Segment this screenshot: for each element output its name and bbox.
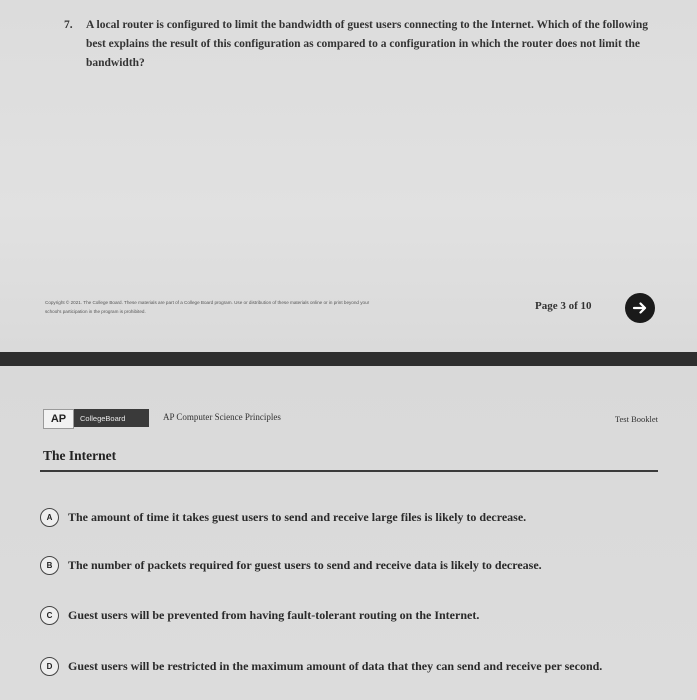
answer-option-c[interactable] [40, 604, 680, 626]
section-title: The Internet [43, 448, 117, 463]
question-text: A local router is configured to limit the bandwidth of guest users connecting to the Internet. Which of the following best explains the result of this configuration as compared to a configuration in which the router does not limit the bandwidth? [86, 19, 649, 69]
copyright-line-1: Copyright © 2021. The College Board. These materials are part of a College Board program. Use or distribution of these materials online or in print beyond your [45, 300, 370, 305]
test-booklet-label: Test Booklet [614, 414, 658, 424]
question-number: 7. [64, 19, 73, 31]
option-letter-badge: B [40, 556, 59, 575]
question-page-bottom [0, 366, 697, 700]
ap-logo: AP [43, 409, 74, 429]
arrow-right-icon [632, 300, 648, 316]
question-block [64, 16, 654, 73]
answer-option-b[interactable] [40, 554, 680, 576]
course-name: AP Computer Science Principles [163, 412, 281, 422]
booklet-header [43, 407, 658, 429]
option-text: The amount of time it takes guest users to send and receive large files is likely to decrease. [68, 509, 527, 524]
option-letter-badge: D [40, 657, 59, 676]
collegeboard-logo [74, 409, 149, 427]
option-text: Guest users will be restricted in the maximum amount of data that they can send and receive per second. [68, 658, 603, 673]
next-page-button[interactable] [625, 293, 655, 323]
section-divider [40, 470, 658, 472]
page-divider [0, 352, 697, 366]
option-text: The number of packets required for guest users to send and receive data is likely to decrease. [68, 557, 542, 572]
answer-option-a[interactable] [40, 506, 680, 528]
option-letter-badge: C [40, 606, 59, 625]
copyright-line-2: school's participation in the program is prohibited. [45, 309, 146, 314]
page-indicator: Page 3 of 10 [535, 300, 592, 312]
option-letter-badge: A [40, 508, 59, 527]
option-text: Guest users will be prevented from having fault-tolerant routing on the Internet. [68, 607, 480, 622]
copyright-notice [45, 298, 465, 316]
answer-option-d[interactable] [40, 655, 680, 677]
collegeboard-logo-text: CollegeBoard [80, 413, 126, 423]
